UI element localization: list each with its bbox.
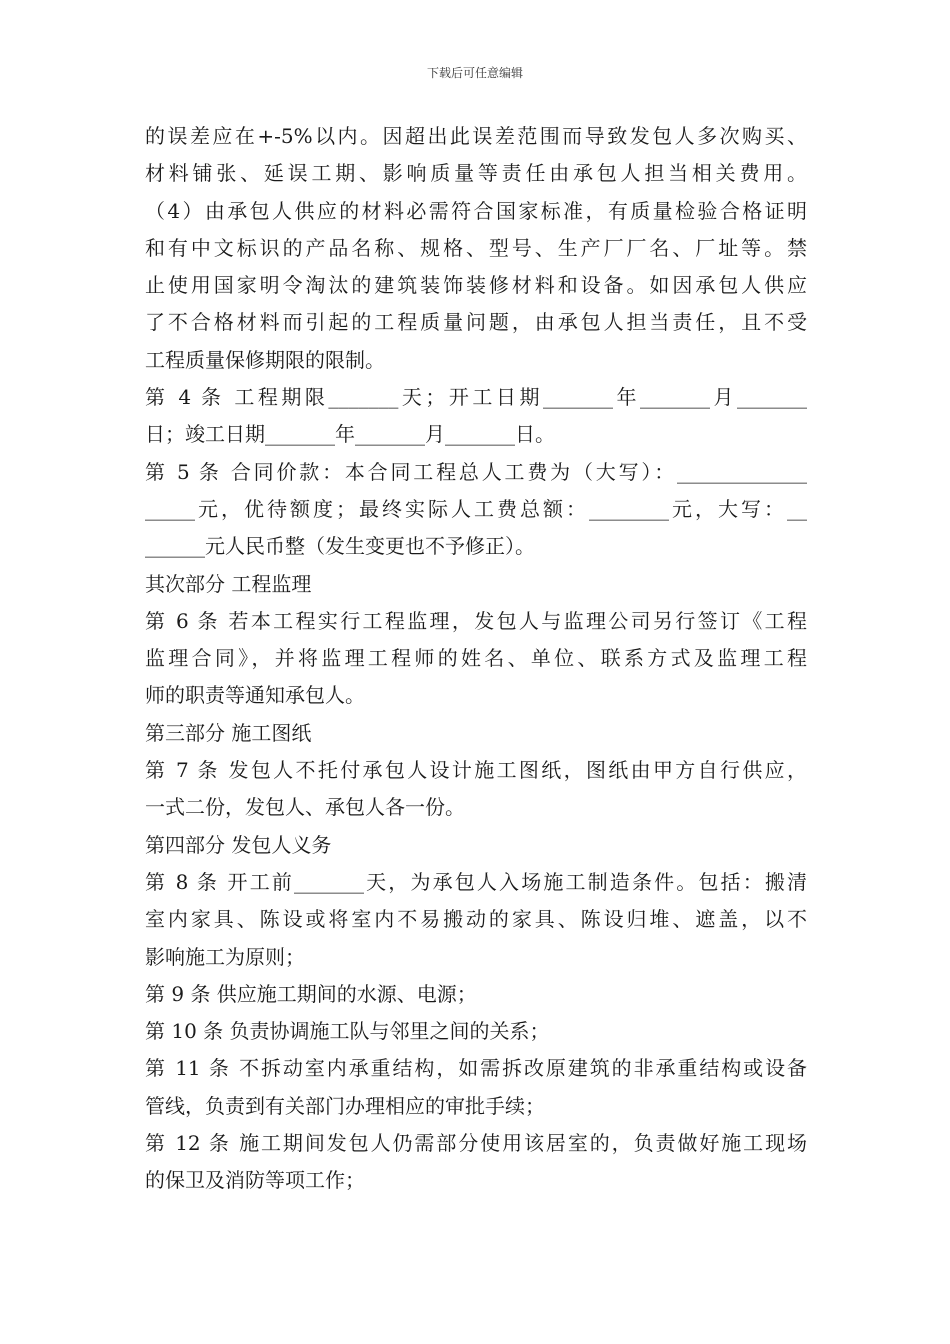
text-line: ______元人民币整（发生变更也不予修正）。	[145, 534, 535, 559]
text-line: 和有中文标识的产品名称、规格、型号、生产厂厂名、厂址等。禁	[145, 235, 807, 260]
text-line: 师的职责等通知承包人。	[145, 683, 365, 708]
section-heading: 第四部分 发包人义务	[145, 832, 332, 857]
contract-body	[145, 118, 807, 1200]
article-11-line: 第 11 条 不拆动室内承重结构，如需拆改原建筑的非承重结构或设备	[145, 1056, 807, 1081]
article-6-line: 第 6 条 若本工程实行工程监理，发包人与监理公司另行签订《工程	[145, 608, 807, 633]
text-line: _____元，优待额度；最终实际人工费总额：________元，大写：__	[145, 496, 807, 521]
text-line: 管线，负责到有关部门办理相应的审批手续；	[145, 1093, 545, 1118]
text-line: 工程质量保修期限的限制。	[145, 347, 385, 372]
article-4-line: 第 4 条 工程期限_______天；开工日期_______年_______月_______	[145, 385, 807, 410]
text-line: 影响施工为原则；	[145, 944, 305, 969]
text-line: 一式二份，发包人、承包人各一份。	[145, 795, 465, 820]
text-line: 止使用国家明令淘汰的建筑装饰装修材料和设备。如因承包人供应	[145, 273, 807, 298]
article-9-line: 第 9 条 供应施工期间的水源、电源；	[145, 981, 477, 1006]
text-line: 日；竣工日期_______年_______月_______日。	[145, 422, 555, 447]
article-10-line: 第 10 条 负责协调施工队与邻里之间的关系；	[145, 1019, 550, 1044]
article-8-line: 第 8 条 开工前_______天，为承包人入场施工制造条件。包括：搬清	[145, 869, 807, 894]
text-line: 的保卫及消防等项工作；	[145, 1168, 365, 1193]
text-line: 材料铺张、延误工期、影响质量等责任由承包人担当相关费用。	[145, 161, 807, 186]
text-line: 室内家具、陈设或将室内不易搬动的家具、陈设归堆、遮盖，以不	[145, 907, 807, 932]
article-12-line: 第 12 条 施工期间发包人仍需部分使用该居室的，负责做好施工现场	[145, 1131, 807, 1156]
text-line: 的误差应在+-5%以内。因超出此误差范围而导致发包人多次购买、	[145, 124, 807, 148]
article-7-line: 第 7 条 发包人不托付承包人设计施工图纸，图纸由甲方自行供应，	[145, 758, 807, 783]
text-line: 了不合格材料而引起的工程质量问题，由承包人担当责任，且不受	[145, 310, 807, 335]
section-heading: 其次部分 工程监理	[145, 571, 312, 596]
section-heading: 第三部分 施工图纸	[145, 720, 312, 745]
text-line: （4）由承包人供应的材料必需符合国家标准，有质量检验合格证明	[145, 198, 807, 223]
article-5-line: 第 5 条 合同价款：本合同工程总人工费为（大写）：_____________	[145, 459, 807, 484]
page-header: 下载后可任意编辑	[426, 66, 523, 80]
text-line: 监理合同》，并将监理工程师的姓名、单位、联系方式及监理工程	[145, 646, 807, 671]
